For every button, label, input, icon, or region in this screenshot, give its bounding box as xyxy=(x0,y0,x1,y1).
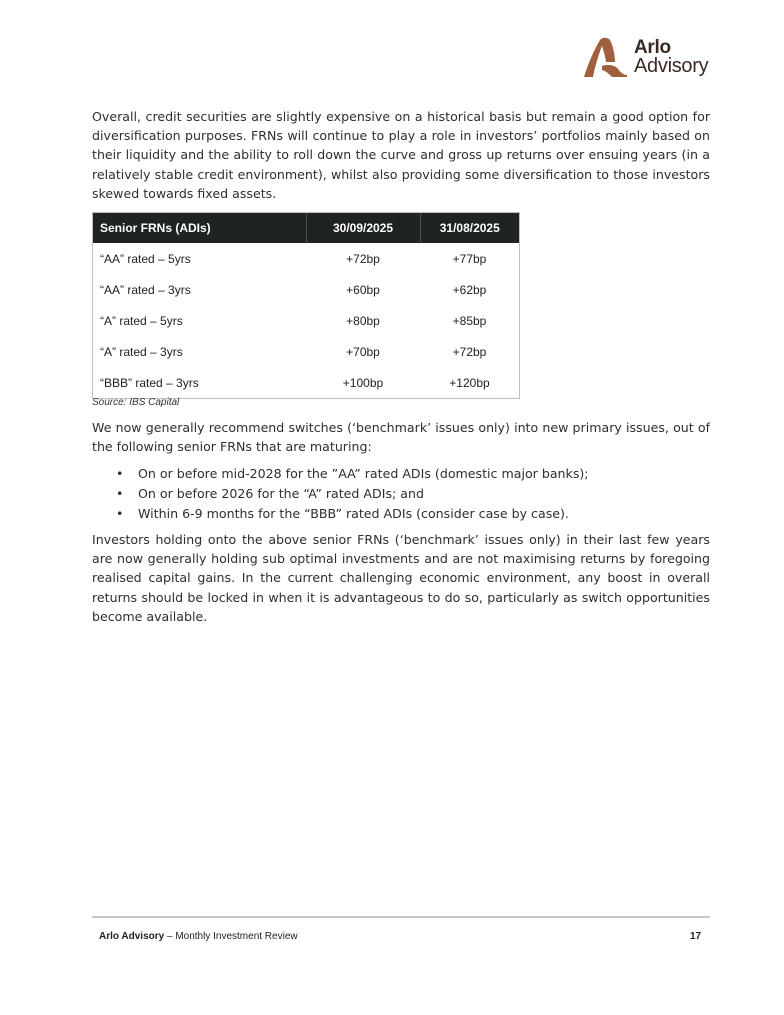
list-item xyxy=(92,484,710,504)
closing-paragraph: Investors holding onto the above senior FRNs (‘benchmark’ issues only) in their last few years are now generally holding sub optimal investments and are not maximising returns by foregoing realised capital gains. In the current challenging economic environment, any boost in overall returns should be locked in when it is advantageous to do so, particularly as switch opportunities become available. xyxy=(92,532,710,624)
table-row xyxy=(93,336,519,367)
switch-paragraph: We now generally recommend switches (‘benchmark’ issues only) into new primary issues, out of the following senior FRNs that are maturing: xyxy=(92,420,710,455)
table-header-cell: Senior FRNs (ADIs) xyxy=(93,213,306,243)
footer-separator: – xyxy=(164,931,176,942)
list-item xyxy=(92,464,710,484)
table-row xyxy=(93,367,519,398)
table-cell: +80bp xyxy=(346,313,380,328)
table-cell: +62bp xyxy=(452,282,487,297)
table-cell: +100bp xyxy=(342,375,384,390)
footer-publication-label xyxy=(99,931,298,942)
table-cell: “A” rated – 5yrs xyxy=(100,313,183,328)
bullet-icon: • xyxy=(116,486,124,501)
page-number: 17 xyxy=(690,931,702,942)
table-row xyxy=(93,243,519,274)
table-cell: +120bp xyxy=(449,375,490,390)
list-item-text: Within 6-9 months for the “BBB” rated ADIs (consider case by case). xyxy=(138,506,569,521)
table-cell: “AA” rated – 3yrs xyxy=(100,282,191,297)
table-cell: +85bp xyxy=(452,313,487,328)
table-row xyxy=(93,305,519,336)
table-cell: “A” rated – 3yrs xyxy=(100,344,183,359)
logo-line-1: Arlo xyxy=(634,37,671,58)
arlo-logo-icon xyxy=(582,36,628,78)
table-header-cell: 30/09/2025 xyxy=(306,213,420,243)
table-header-row xyxy=(93,213,519,243)
brand-logo xyxy=(582,36,708,78)
footer-publication: Monthly Investment Review xyxy=(175,931,298,942)
list-item-text: On or before mid-2028 for the ”AA” rated ADIs (domestic major banks); xyxy=(138,466,589,481)
bullet-icon: • xyxy=(116,466,124,481)
table-cell: +72bp xyxy=(452,344,487,359)
list-item-text: On or before 2026 for the “A” rated ADIs; and xyxy=(138,486,424,501)
bullet-icon: • xyxy=(116,506,124,521)
table-row xyxy=(93,274,519,305)
table-cell: “AA” rated – 5yrs xyxy=(100,251,191,266)
table-source-note: Source: IBS Capital xyxy=(92,397,180,408)
table-cell: “BBB” rated – 3yrs xyxy=(100,375,199,390)
frn-spreads-table xyxy=(92,212,520,399)
table-cell: +77bp xyxy=(452,251,487,266)
list-item xyxy=(92,504,710,524)
table-cell: +72bp xyxy=(346,251,380,266)
intro-paragraph: Overall, credit securities are slightly expensive on a historical basis but remain a good option for diversification purposes. FRNs will continue to play a role in investors’ portfolios mainly based on their liquidity and the ability to roll down the curve and gross up returns over ensuing years (in a relatively stable credit environment), whilst also providing some diversification to those investors skewed towards fixed assets. xyxy=(92,109,710,201)
table-header-cell: 31/08/2025 xyxy=(439,221,500,235)
footer-brand: Arlo Advisory xyxy=(99,931,165,942)
table-cell: +60bp xyxy=(346,282,380,297)
logo-line-2: Advisory xyxy=(634,55,709,77)
maturity-bullet-list xyxy=(92,464,710,524)
table-cell: +70bp xyxy=(346,344,380,359)
footer-divider xyxy=(92,916,710,918)
